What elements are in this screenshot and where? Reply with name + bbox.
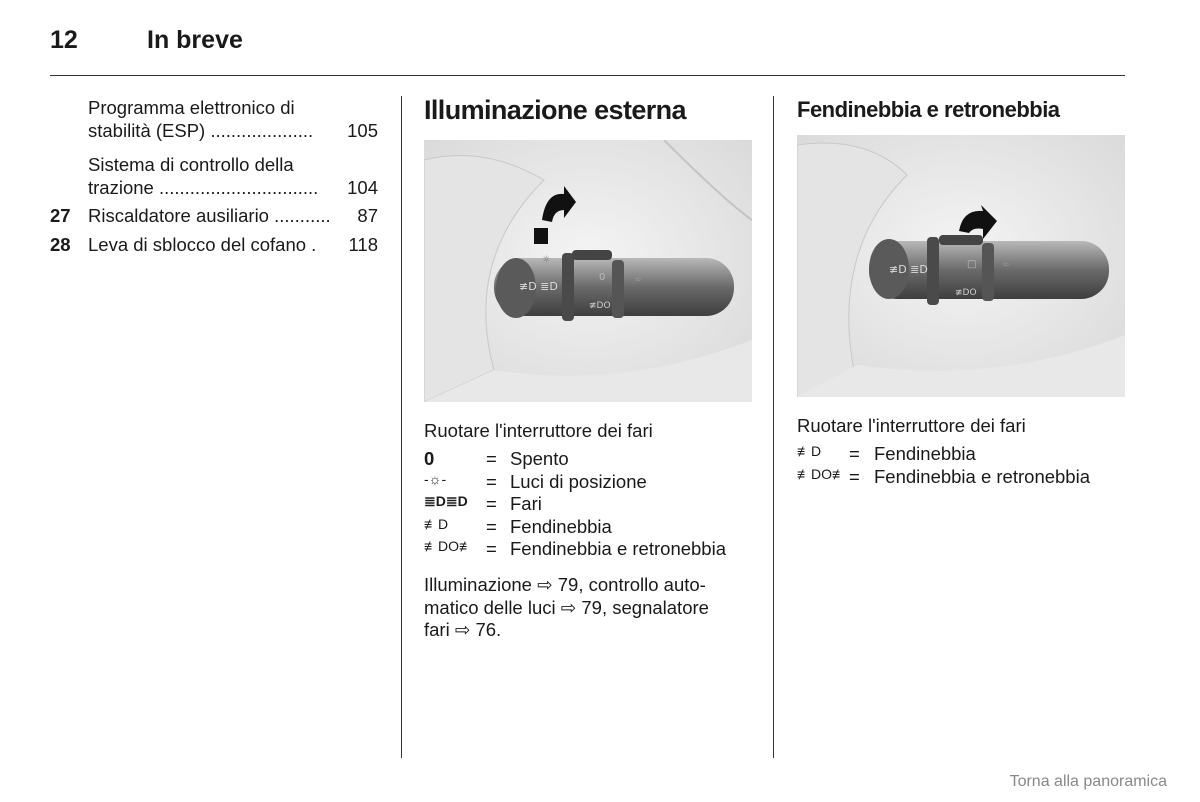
legend-row <box>424 538 764 560</box>
toc-entry-number: 27 <box>50 205 71 226</box>
svg-text:≢D ≣D: ≢D ≣D <box>519 280 558 293</box>
toc-entry-line: trazione ............................... <box>88 177 319 198</box>
headlight-switch-illustration <box>424 140 752 402</box>
cross-reference-line[interactable]: Illuminazione ⇨ 79, controllo auto- <box>424 574 706 595</box>
svg-text:∞: ∞ <box>1002 260 1010 270</box>
headlight-icon: ≣D≣D <box>424 493 468 509</box>
legend-row <box>424 471 764 493</box>
svg-text:∞: ∞ <box>634 275 642 285</box>
toc-entry-line: stabilità (ESP) .................... <box>88 120 314 141</box>
legend-equals: = <box>486 538 497 559</box>
legend-equals: = <box>486 515 497 537</box>
legend-row <box>424 493 764 515</box>
cross-reference-line[interactable]: fari ⇨ 76. <box>424 619 502 640</box>
exterior-instruction: Ruotare l'interruttore dei fari <box>424 420 653 441</box>
legend-text: Fendinebbia <box>510 515 612 537</box>
svg-text:≢DO: ≢DO <box>589 301 611 311</box>
section-title: In breve <box>147 26 243 54</box>
legend-equals: = <box>486 470 497 492</box>
exterior-legend <box>424 448 764 563</box>
legend-text: Spento <box>510 448 569 469</box>
toc-entry-page[interactable]: 118 <box>348 234 378 255</box>
svg-text:≢DO: ≢DO <box>955 288 977 298</box>
legend-row <box>797 443 1137 465</box>
svg-text:0: 0 <box>599 272 606 283</box>
legend-text: Fendinebbia e retronebbia <box>510 538 726 559</box>
svg-text:≢D ≣D: ≢D ≣D <box>889 263 928 276</box>
cross-references <box>424 574 764 642</box>
fog-legend <box>797 443 1137 491</box>
toc-entry-line: Leva di sblocco del cofano . <box>88 234 317 255</box>
exterior-lighting-title: Illuminazione esterna <box>424 95 686 125</box>
svg-text:☼: ☼ <box>542 255 551 265</box>
back-to-overview-link[interactable]: Torna alla panoramica <box>1009 773 1167 790</box>
fog-switch-illustration <box>797 135 1125 397</box>
toc-entry-line: Sistema di controllo della <box>88 154 294 175</box>
fog-light-icon: ≢D <box>797 443 822 459</box>
legend-row <box>424 448 764 470</box>
legend-text: Fari <box>510 493 542 514</box>
toc-entry-line: Programma elettronico di <box>88 97 295 118</box>
off-symbol-icon: 0 <box>424 448 435 469</box>
svg-text:□: □ <box>967 259 977 270</box>
parking-light-icon: -☼- <box>424 470 447 487</box>
legend-equals: = <box>486 448 497 469</box>
headlight-switch-figure <box>424 140 752 402</box>
legend-text: Luci di posizione <box>510 470 647 492</box>
legend-equals: = <box>849 465 860 487</box>
legend-row <box>797 466 1137 488</box>
toc-entry-page[interactable]: 104 <box>347 177 378 198</box>
toc-entry-line: Riscaldatore ausiliario ........... <box>88 205 331 226</box>
page-number: 12 <box>50 26 78 54</box>
legend-text: Fendinebbia e retronebbia <box>874 465 1090 487</box>
toc-entry-page[interactable]: 105 <box>347 120 378 141</box>
fog-switch-figure <box>797 135 1125 397</box>
rear-fog-light-icon: ≢DO≢ <box>424 538 473 554</box>
header-rule <box>50 75 1125 76</box>
column-divider-1 <box>401 96 402 758</box>
legend-equals: = <box>849 443 860 464</box>
fog-lights-title: Fendinebbia e retronebbia <box>797 97 1060 122</box>
rear-fog-light-icon: ≢DO≢ <box>797 465 846 482</box>
toc-entry-page[interactable]: 87 <box>357 205 378 226</box>
fog-instruction: Ruotare l'interruttore dei fari <box>797 415 1026 436</box>
toc-list <box>50 96 380 266</box>
cross-reference-line[interactable]: matico delle luci ⇨ 79, segnalatore <box>424 596 709 618</box>
toc-entry-number: 28 <box>50 234 71 255</box>
legend-text: Fendinebbia <box>874 443 976 464</box>
fog-light-icon: ≢D <box>424 515 449 532</box>
legend-equals: = <box>486 493 497 514</box>
column-divider-2 <box>773 96 774 758</box>
legend-row <box>424 516 764 538</box>
